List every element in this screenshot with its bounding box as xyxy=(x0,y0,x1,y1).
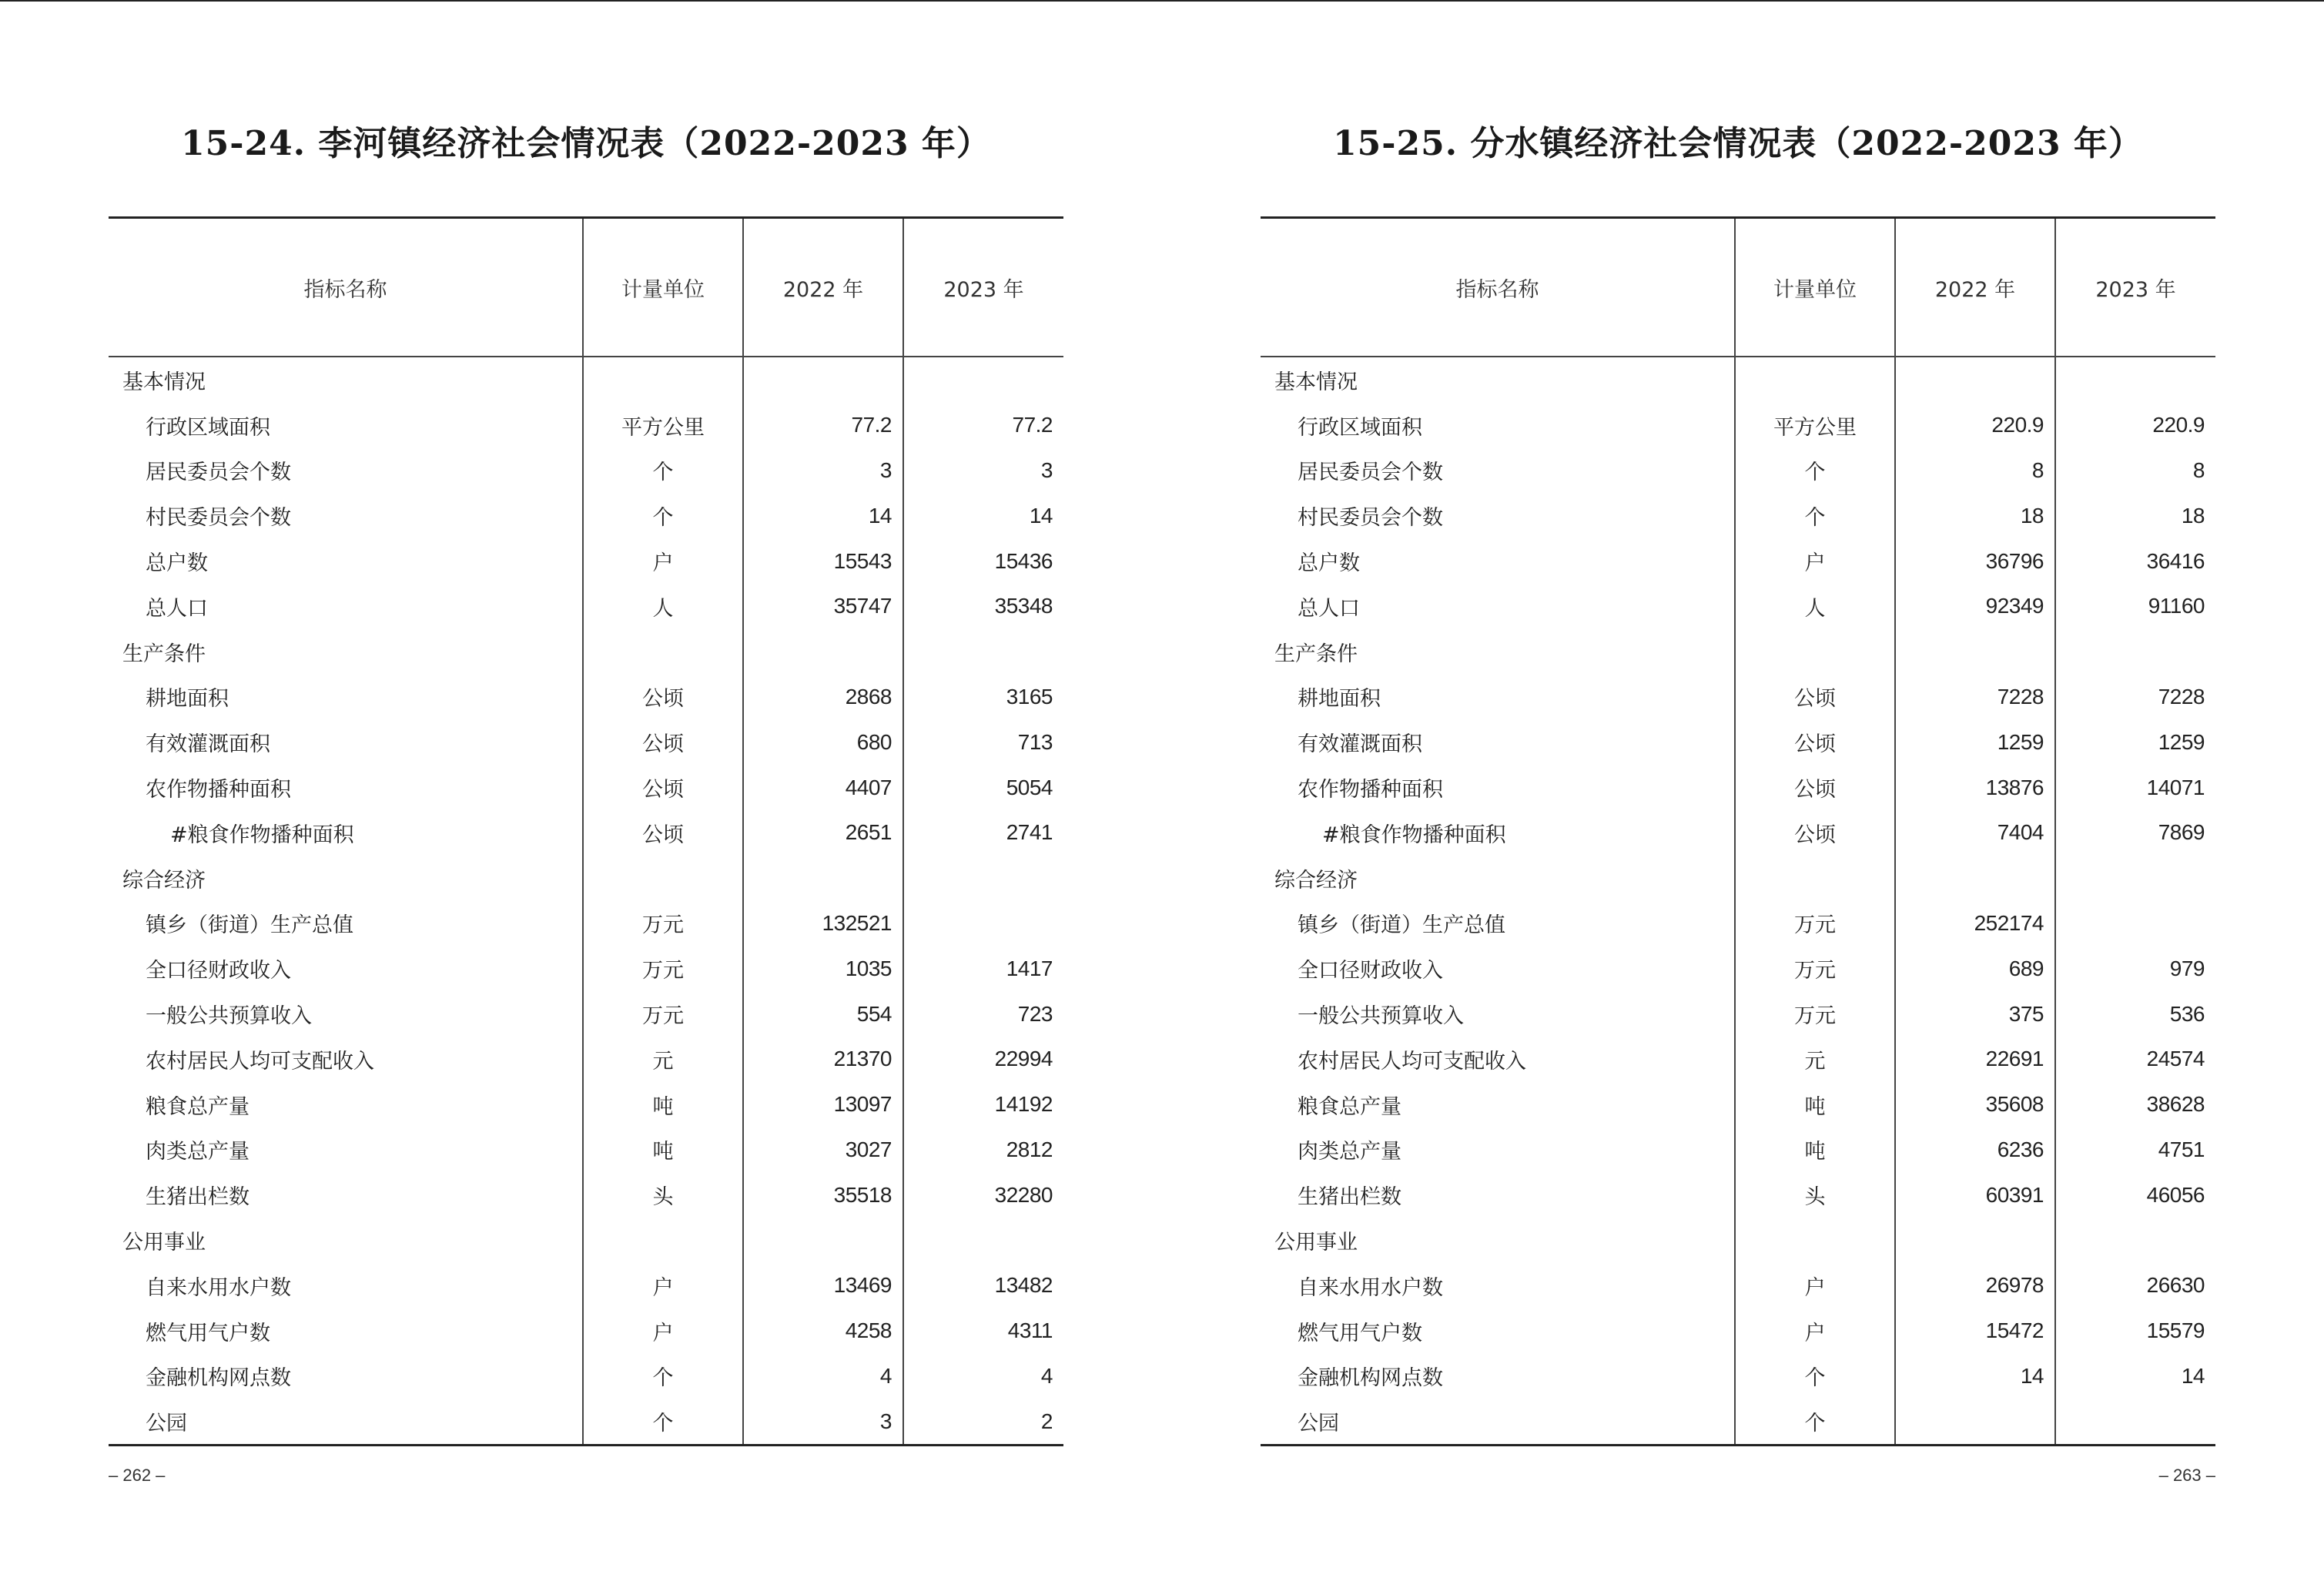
unit-cell: 个 xyxy=(1735,1399,1895,1445)
indicator-name-cell: 基本情况 xyxy=(122,370,206,394)
table-row xyxy=(109,1172,1063,1218)
unit-cell: 万元 xyxy=(583,901,743,946)
value-2023-cell: 14192 xyxy=(903,1082,1063,1127)
unit-cell: 户 xyxy=(583,538,743,584)
indicator-name-cell: 全口径财政收入 xyxy=(146,959,291,983)
value-2023-cell: 77.2 xyxy=(903,403,1063,448)
unit-cell: 人 xyxy=(1735,584,1895,629)
indicator-name-cell: 总人口 xyxy=(1298,596,1360,621)
value-2022-cell xyxy=(1895,357,2055,403)
table-row xyxy=(109,1263,1063,1308)
table-row xyxy=(1261,538,2215,584)
unit-cell: 平方公里 xyxy=(1735,403,1895,448)
value-2022-cell: 36796 xyxy=(1895,538,2055,584)
unit-cell xyxy=(1735,629,1895,675)
value-2022-cell xyxy=(743,357,903,403)
value-2023-cell: 13482 xyxy=(903,1263,1063,1308)
unit-cell: 头 xyxy=(583,1172,743,1218)
unit-cell: 公顷 xyxy=(583,810,743,856)
value-2022-cell xyxy=(1895,1399,2055,1445)
unit-cell: 个 xyxy=(583,1399,743,1445)
unit-cell xyxy=(1735,856,1895,901)
table-row xyxy=(109,1127,1063,1173)
table-row xyxy=(1261,584,2215,629)
unit-cell: 个 xyxy=(1735,448,1895,494)
value-2023-cell: 24574 xyxy=(2055,1037,2215,1082)
value-2022-cell: 35747 xyxy=(743,584,903,629)
table-body xyxy=(109,357,1063,1446)
value-2022-cell: 2868 xyxy=(743,675,903,720)
value-2022-cell: 680 xyxy=(743,719,903,765)
unit-cell: 户 xyxy=(1735,1308,1895,1354)
value-2023-cell: 38628 xyxy=(2055,1082,2215,1127)
table-row xyxy=(1261,1082,2215,1127)
indicator-name-cell: 粮食总产量 xyxy=(1298,1094,1401,1119)
table-row xyxy=(109,448,1063,494)
indicator-name-cell: 综合经济 xyxy=(122,868,206,893)
value-2023-cell: 4311 xyxy=(903,1308,1063,1354)
indicator-name-cell: 一般公共预算收入 xyxy=(146,1004,312,1029)
unit-cell xyxy=(583,357,743,403)
indicator-name-cell: 有效灌溉面积 xyxy=(146,732,270,757)
value-2023-cell: 3 xyxy=(903,448,1063,494)
value-2022-cell: 60391 xyxy=(1895,1172,2055,1218)
unit-cell xyxy=(1735,357,1895,403)
table-row xyxy=(1261,719,2215,765)
indicator-name-cell: 一般公共预算收入 xyxy=(1298,1004,1464,1029)
table-row xyxy=(1261,1263,2215,1308)
header-year-2023: 2023 年 xyxy=(2055,218,2215,357)
value-2022-cell: 3027 xyxy=(743,1127,903,1173)
unit-cell: 户 xyxy=(583,1263,743,1308)
value-2022-cell: 18 xyxy=(1895,493,2055,538)
indicator-name-cell: 生猪出栏数 xyxy=(1298,1185,1401,1210)
table-row xyxy=(109,403,1063,448)
value-2023-cell: 723 xyxy=(903,991,1063,1037)
indicator-name-cell: #粮食作物播种面积 xyxy=(1322,822,1506,847)
value-2022-cell: 375 xyxy=(1895,991,2055,1037)
table-row xyxy=(109,1082,1063,1127)
indicator-name-cell: 有效灌溉面积 xyxy=(1298,732,1422,757)
indicator-name-cell: 生猪出栏数 xyxy=(146,1185,249,1210)
indicator-name-cell: 公用事业 xyxy=(1274,1231,1358,1255)
indicator-name-cell: 居民委员会个数 xyxy=(146,461,291,485)
indicator-name-cell: 农村居民人均可支配收入 xyxy=(146,1049,374,1074)
value-2023-cell: 536 xyxy=(2055,991,2215,1037)
unit-cell: 元 xyxy=(1735,1037,1895,1082)
indicator-name-cell: 公用事业 xyxy=(122,1231,206,1255)
value-2023-cell: 3165 xyxy=(903,675,1063,720)
unit-cell: 公顷 xyxy=(583,675,743,720)
header-indicator-name: 指标名称 xyxy=(1261,218,1735,357)
unit-cell: 个 xyxy=(583,1354,743,1399)
value-2023-cell: 220.9 xyxy=(2055,403,2215,448)
value-2023-cell: 2741 xyxy=(903,810,1063,856)
table-row xyxy=(109,1037,1063,1082)
unit-cell: 元 xyxy=(583,1037,743,1082)
indicator-name-cell: 居民委员会个数 xyxy=(1298,461,1443,485)
value-2023-cell: 26630 xyxy=(2055,1263,2215,1308)
unit-cell: 户 xyxy=(583,1308,743,1354)
value-2023-cell: 4 xyxy=(903,1354,1063,1399)
value-2023-cell: 979 xyxy=(2055,946,2215,991)
unit-cell: 公顷 xyxy=(1735,765,1895,810)
table-row xyxy=(1261,1127,2215,1173)
indicator-name-cell: 生产条件 xyxy=(122,642,206,666)
value-2022-cell: 4 xyxy=(743,1354,903,1399)
value-2022-cell: 1259 xyxy=(1895,719,2055,765)
table-row xyxy=(1261,1399,2215,1445)
unit-cell: 个 xyxy=(583,493,743,538)
value-2022-cell: 13469 xyxy=(743,1263,903,1308)
value-2023-cell: 713 xyxy=(903,719,1063,765)
table-row xyxy=(109,1308,1063,1354)
table-title: 15-24. 李河镇经济社会情况表（2022-2023 年） xyxy=(181,124,991,163)
indicator-name-cell: 行政区域面积 xyxy=(146,415,270,440)
table-row xyxy=(1261,675,2215,720)
value-2022-cell xyxy=(743,856,903,901)
table-row xyxy=(1261,493,2215,538)
indicator-name-cell: 行政区域面积 xyxy=(1298,415,1422,440)
unit-cell: 万元 xyxy=(1735,901,1895,946)
value-2022-cell: 4407 xyxy=(743,765,903,810)
indicator-name-cell: 镇乡（街道）生产总值 xyxy=(146,913,353,938)
table-section-row xyxy=(109,357,1063,403)
value-2023-cell: 14 xyxy=(2055,1354,2215,1399)
value-2023-cell xyxy=(2055,1399,2215,1445)
table-row xyxy=(1261,1308,2215,1354)
table-row xyxy=(109,675,1063,720)
value-2023-cell: 7869 xyxy=(2055,810,2215,856)
value-2023-cell: 36416 xyxy=(2055,538,2215,584)
value-2022-cell xyxy=(1895,856,2055,901)
table-row xyxy=(1261,946,2215,991)
table-section-row xyxy=(1261,357,2215,403)
value-2022-cell: 689 xyxy=(1895,946,2055,991)
unit-cell: 户 xyxy=(1735,538,1895,584)
value-2022-cell: 35518 xyxy=(743,1172,903,1218)
unit-cell: 平方公里 xyxy=(583,403,743,448)
value-2023-cell: 18 xyxy=(2055,493,2215,538)
indicator-name-cell: 总户数 xyxy=(146,551,208,576)
table-row xyxy=(109,1399,1063,1445)
value-2023-cell xyxy=(903,856,1063,901)
value-2023-cell xyxy=(2055,856,2215,901)
indicator-name-cell: 基本情况 xyxy=(1274,370,1358,394)
value-2022-cell: 14 xyxy=(743,493,903,538)
indicator-name-cell: 耕地面积 xyxy=(146,687,229,712)
header-year-2023: 2023 年 xyxy=(903,218,1063,357)
indicator-name-cell: 全口径财政收入 xyxy=(1298,959,1443,983)
indicator-name-cell: 金融机构网点数 xyxy=(1298,1366,1443,1391)
indicator-name-cell: 综合经济 xyxy=(1274,868,1358,893)
value-2023-cell: 7228 xyxy=(2055,675,2215,720)
value-2022-cell: 3 xyxy=(743,448,903,494)
unit-cell: 公顷 xyxy=(1735,719,1895,765)
indicator-name-cell: 农作物播种面积 xyxy=(1298,778,1443,802)
value-2022-cell: 4258 xyxy=(743,1308,903,1354)
indicator-name-cell: 农村居民人均可支配收入 xyxy=(1298,1049,1526,1074)
header-indicator-name: 指标名称 xyxy=(109,218,583,357)
unit-cell: 个 xyxy=(1735,493,1895,538)
table-row xyxy=(1261,1037,2215,1082)
value-2023-cell: 5054 xyxy=(903,765,1063,810)
value-2022-cell: 15472 xyxy=(1895,1308,2055,1354)
indicator-name-cell: 生产条件 xyxy=(1274,642,1358,666)
value-2023-cell: 32280 xyxy=(903,1172,1063,1218)
unit-cell: 公顷 xyxy=(1735,675,1895,720)
table-body xyxy=(1261,357,2215,1446)
value-2023-cell: 46056 xyxy=(2055,1172,2215,1218)
table-section-row xyxy=(109,629,1063,675)
table-row xyxy=(1261,448,2215,494)
header-year-2022: 2022 年 xyxy=(1895,218,2055,357)
indicator-name-cell: 肉类总产量 xyxy=(146,1140,249,1164)
value-2023-cell: 1259 xyxy=(2055,719,2215,765)
value-2022-cell: 554 xyxy=(743,991,903,1037)
value-2022-cell: 3 xyxy=(743,1399,903,1445)
value-2023-cell: 14 xyxy=(903,493,1063,538)
table-row xyxy=(1261,403,2215,448)
header-year-2022: 2022 年 xyxy=(743,218,903,357)
header-unit: 计量单位 xyxy=(583,218,743,357)
table-row xyxy=(109,538,1063,584)
indicator-name-cell: 总人口 xyxy=(146,596,208,621)
value-2023-cell: 22994 xyxy=(903,1037,1063,1082)
table-row xyxy=(1261,901,2215,946)
value-2023-cell: 15579 xyxy=(2055,1308,2215,1354)
value-2022-cell: 252174 xyxy=(1895,901,2055,946)
value-2023-cell xyxy=(2055,1218,2215,1263)
header-row xyxy=(109,218,1063,357)
unit-cell: 公顷 xyxy=(583,719,743,765)
unit-cell: 万元 xyxy=(1735,991,1895,1037)
indicator-name-cell: 村民委员会个数 xyxy=(146,506,291,531)
table-section-row xyxy=(1261,856,2215,901)
header-unit: 计量单位 xyxy=(1735,218,1895,357)
indicator-name-cell: 自来水用水户数 xyxy=(1298,1275,1443,1300)
table-row xyxy=(1261,991,2215,1037)
stats-table xyxy=(109,216,1063,1446)
header-row xyxy=(1261,218,2215,357)
unit-cell: 吨 xyxy=(1735,1082,1895,1127)
value-2023-cell xyxy=(903,629,1063,675)
table-row xyxy=(1261,1354,2215,1399)
value-2022-cell: 6236 xyxy=(1895,1127,2055,1173)
unit-cell: 吨 xyxy=(583,1082,743,1127)
unit-cell: 头 xyxy=(1735,1172,1895,1218)
table-row xyxy=(109,946,1063,991)
table-row xyxy=(109,493,1063,538)
indicator-name-cell: 农作物播种面积 xyxy=(146,778,291,802)
indicator-name-cell: 金融机构网点数 xyxy=(146,1366,291,1391)
table-row xyxy=(1261,810,2215,856)
unit-cell: 公顷 xyxy=(1735,810,1895,856)
value-2023-cell: 15436 xyxy=(903,538,1063,584)
value-2023-cell: 2 xyxy=(903,1399,1063,1445)
unit-cell: 吨 xyxy=(1735,1127,1895,1173)
value-2022-cell: 132521 xyxy=(743,901,903,946)
table-row xyxy=(109,810,1063,856)
unit-cell: 万元 xyxy=(583,946,743,991)
indicator-name-cell: 自来水用水户数 xyxy=(146,1275,291,1300)
value-2022-cell: 14 xyxy=(1895,1354,2055,1399)
value-2022-cell: 22691 xyxy=(1895,1037,2055,1082)
value-2023-cell: 4751 xyxy=(2055,1127,2215,1173)
value-2022-cell xyxy=(743,629,903,675)
unit-cell: 户 xyxy=(1735,1263,1895,1308)
value-2022-cell: 21370 xyxy=(743,1037,903,1082)
value-2023-cell: 8 xyxy=(2055,448,2215,494)
table-row xyxy=(109,991,1063,1037)
value-2022-cell: 1035 xyxy=(743,946,903,991)
unit-cell: 万元 xyxy=(583,991,743,1037)
value-2022-cell xyxy=(1895,629,2055,675)
value-2022-cell: 7404 xyxy=(1895,810,2055,856)
indicator-name-cell: 村民委员会个数 xyxy=(1298,506,1443,531)
value-2023-cell: 91160 xyxy=(2055,584,2215,629)
value-2023-cell xyxy=(903,901,1063,946)
value-2023-cell xyxy=(903,357,1063,403)
value-2022-cell: 77.2 xyxy=(743,403,903,448)
table-section-row xyxy=(109,856,1063,901)
unit-cell xyxy=(583,856,743,901)
value-2022-cell: 8 xyxy=(1895,448,2055,494)
table-row xyxy=(109,765,1063,810)
value-2022-cell: 2651 xyxy=(743,810,903,856)
indicator-name-cell: 燃气用气户数 xyxy=(146,1321,270,1345)
indicator-name-cell: 公园 xyxy=(109,1399,583,1445)
indicator-name-cell: #粮食作物播种面积 xyxy=(170,822,354,847)
unit-cell: 人 xyxy=(583,584,743,629)
value-2022-cell: 35608 xyxy=(1895,1082,2055,1127)
table-section-row xyxy=(109,1218,1063,1263)
indicator-name-cell: 肉类总产量 xyxy=(1298,1140,1401,1164)
page-number: – 262 – xyxy=(109,1466,166,1485)
indicator-name-cell: 粮食总产量 xyxy=(146,1094,249,1119)
value-2022-cell: 7228 xyxy=(1895,675,2055,720)
unit-cell: 吨 xyxy=(583,1127,743,1173)
table-section-row xyxy=(1261,1218,2215,1263)
value-2023-cell: 1417 xyxy=(903,946,1063,991)
table-row xyxy=(109,719,1063,765)
indicator-name-cell: 镇乡（街道）生产总值 xyxy=(1298,913,1505,938)
table-row xyxy=(109,901,1063,946)
value-2022-cell: 13876 xyxy=(1895,765,2055,810)
unit-cell xyxy=(583,1218,743,1263)
unit-cell: 个 xyxy=(583,448,743,494)
value-2023-cell xyxy=(2055,901,2215,946)
unit-cell: 公顷 xyxy=(583,765,743,810)
value-2023-cell xyxy=(903,1218,1063,1263)
unit-cell: 万元 xyxy=(1735,946,1895,991)
value-2023-cell: 35348 xyxy=(903,584,1063,629)
value-2022-cell: 92349 xyxy=(1895,584,2055,629)
right-page xyxy=(1261,0,2215,1588)
value-2022-cell: 15543 xyxy=(743,538,903,584)
table-title: 15-25. 分水镇经济社会情况表（2022-2023 年） xyxy=(1333,124,2143,163)
table-section-row xyxy=(1261,629,2215,675)
table-row xyxy=(1261,765,2215,810)
indicator-name-cell: 耕地面积 xyxy=(1298,687,1381,712)
value-2023-cell: 2812 xyxy=(903,1127,1063,1173)
value-2022-cell xyxy=(743,1218,903,1263)
left-page xyxy=(109,0,1063,1588)
value-2022-cell: 26978 xyxy=(1895,1263,2055,1308)
value-2022-cell xyxy=(1895,1218,2055,1263)
unit-cell xyxy=(583,629,743,675)
table-row xyxy=(109,584,1063,629)
value-2023-cell: 14071 xyxy=(2055,765,2215,810)
stats-table xyxy=(1261,216,2215,1446)
value-2022-cell: 220.9 xyxy=(1895,403,2055,448)
value-2023-cell xyxy=(2055,629,2215,675)
value-2022-cell: 13097 xyxy=(743,1082,903,1127)
unit-cell: 个 xyxy=(1735,1354,1895,1399)
indicator-name-cell: 公园 xyxy=(1261,1399,1735,1445)
indicator-name-cell: 燃气用气户数 xyxy=(1298,1321,1422,1345)
page-number: – 263 – xyxy=(2158,1466,2215,1485)
table-row xyxy=(1261,1172,2215,1218)
indicator-name-cell: 总户数 xyxy=(1298,551,1360,576)
unit-cell xyxy=(1735,1218,1895,1263)
table-row xyxy=(109,1354,1063,1399)
value-2023-cell xyxy=(2055,357,2215,403)
